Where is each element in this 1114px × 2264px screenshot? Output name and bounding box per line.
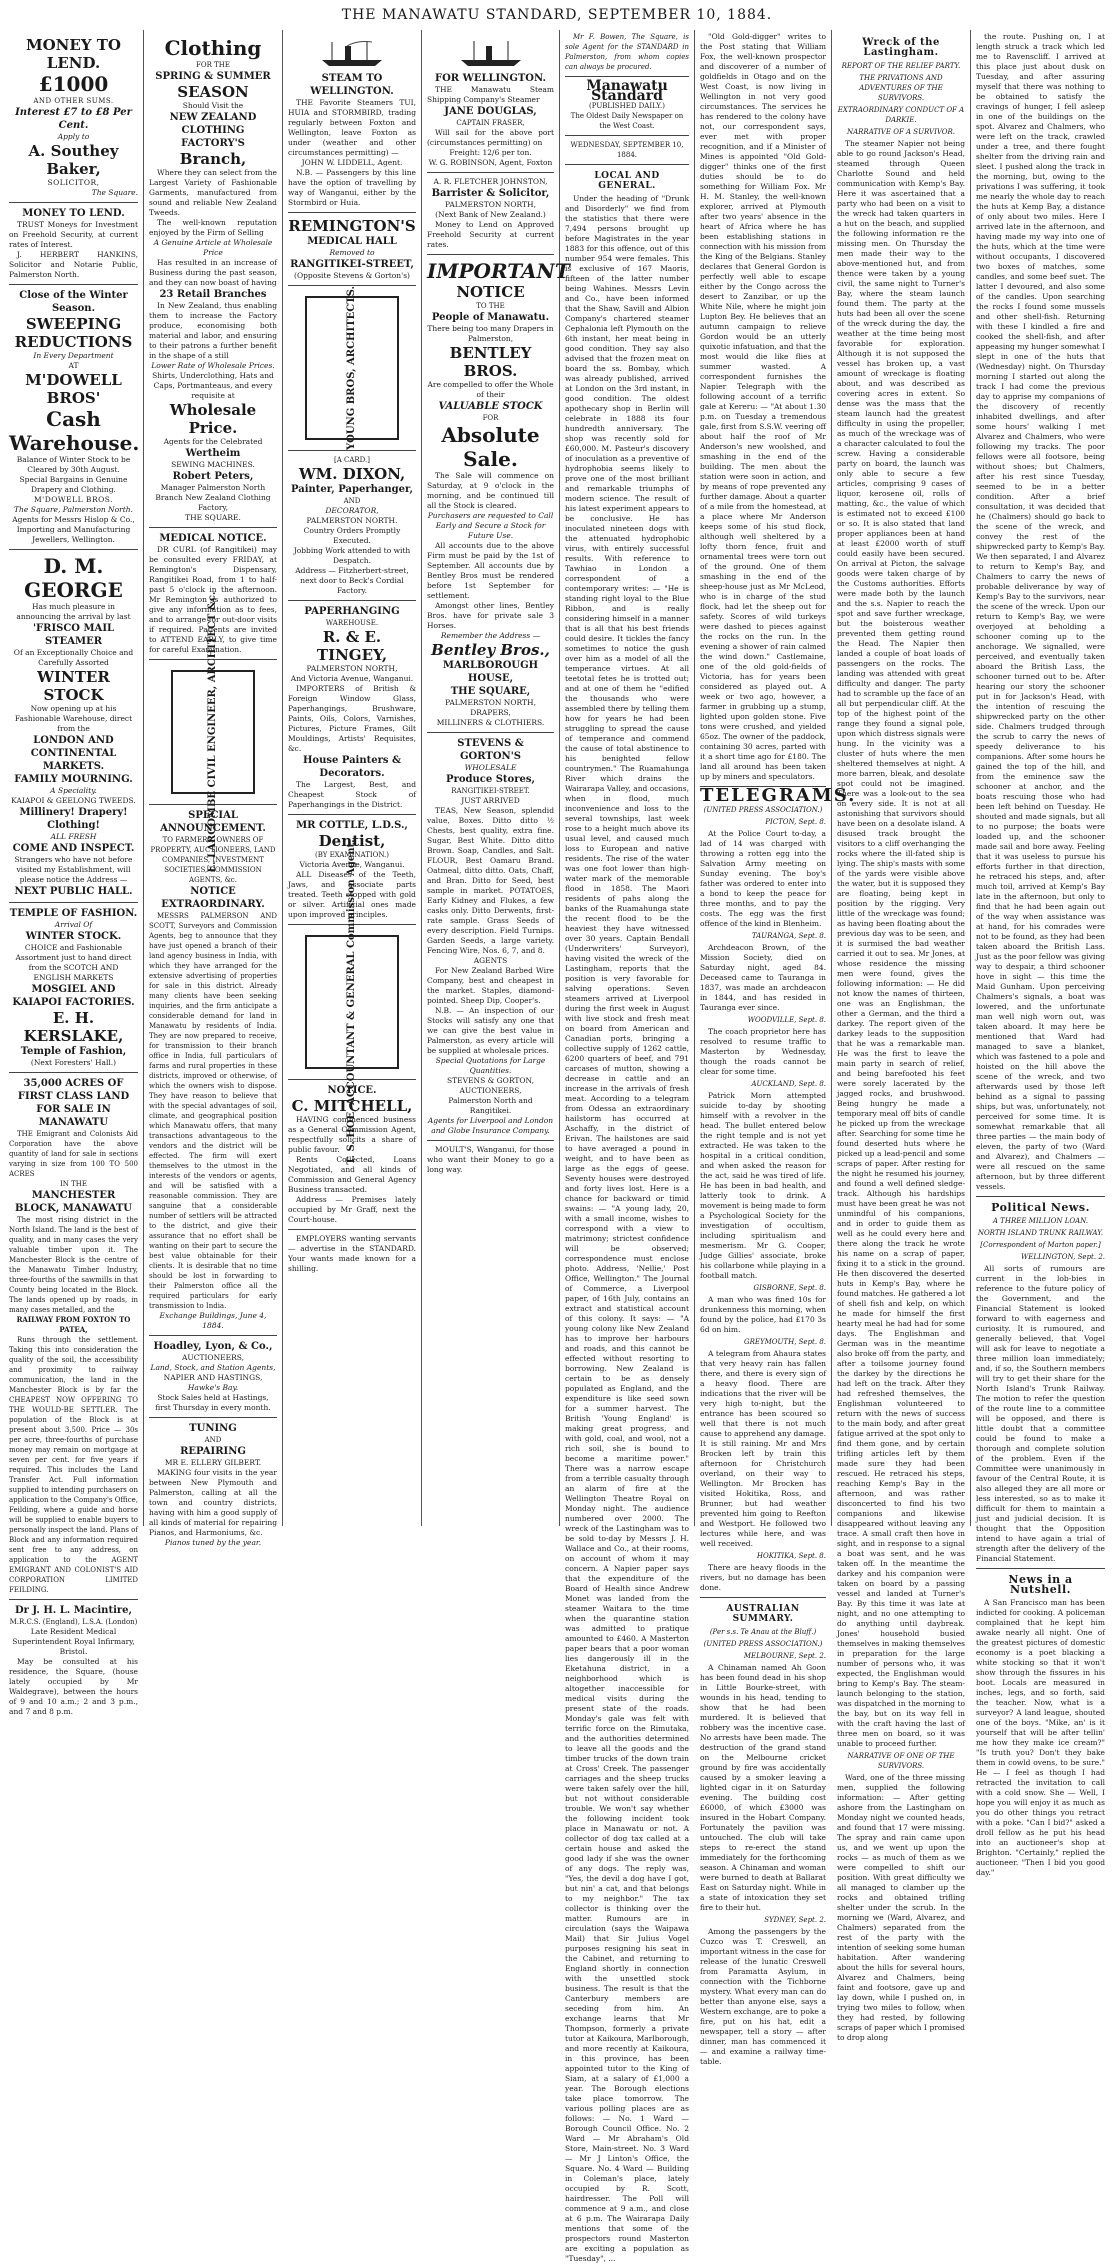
ad-line: AND — [204, 1436, 222, 1444]
ad-line: Agents for the Celebrated — [163, 437, 263, 446]
article-body: Among the passengers by the Cuzco was T. Creswell, an important witness in the case for release of the lunatic Creswell from Paramatta Asylum, in connection with the Tichborne mystery. What every man can do better than anyone else, says a Western exchange, are to poke a fire, put on his hat, edit a newspaper, tell a story — after dinner, man has commenced it — and examine a railway time-table. — [700, 1927, 826, 2066]
ad-line: M'DOWELL BROS. — [34, 495, 113, 504]
ad-line: Millinery! Drapery! Clothing! — [19, 807, 128, 831]
ad-line: People of Manawatu. — [431, 312, 550, 323]
ad-line: PALMERSTON NORTH, — [445, 200, 536, 209]
article-body: Patrick Morn attempted suicide to-day by shooting himself with a revolver in the head. The bullet entered below the right temple and is not yet extracted. He was taken to the hospital in a critical condition, and when asked the reason for the act, said he was tired of life. He has been in bad health, and latterly took to drink. A movement is being made to form a Psychological Society for the investigation of occultism, including spiritualism and mesmerism. Mr G. Cooper, Judge Gillies' associate, broke his collarbone while playing in a football match. — [700, 1091, 826, 1280]
ad-title: MEDICAL NOTICE. — [159, 533, 267, 544]
article-body: "Old Gold-digger" writes to the Post stating that William Fox, the well-known prospector and discoverer of a number of goldfields in Otago and on the West Coast, is now living in Wellington in not very good circumstances. The services he has rendered to the colony have not, our correspondent says, ever met with proper recognition, and if a Minister of Mines is appointed "Old Gold-digger" thinks one of the first duties should be to do something for William Fox. Mr H. M. Stanley, the well-known explorer, arrived at Plymouth after two years' absence in the heart of Africa where he has been establishing stations in connection with his mission from the King of the Belgians. Stanley declares that General Gordon is perfectly well able to escape either by the Congo across the desert to Zanzibar, or up the White Nile, where he might join Lupton Bey. He believes that an autumn campaign to relieve Gordon would be an utterly quixotic infatuation, and that the most would die like flies at summer wasted. A correspondent furnishes the Napier Telegraph with the following account of a terrific gale at Kereru: — "At about 1.30 p.m. on Tuesday a tremendous gale, first from S.S.W. veering off about half the roof of Mr Anderson's new woolshed, and smashing in the end of the building. The men about the station were soon in action, and by means of rope prevented any further damage. About a quarter of a mile from the homestead, at a place where Mr Anderson keeps some of his stud flock, although well sheltered by a lofty thorn fence, fruit and ornamental trees were torn out of the ground. One of them smashing in the end of the sheep-house just as Mr McLeod, who is in charge of the stud flock, had let the sheep out for safety. Scores of wild turkeys were dashed to pieces against the rocks on the run. In the evening a shower of rain calmed the wind down." Castlemaine, one of the old gold-fields of Victoria, has for years been considered as played out. A week or two ago, however, a farmer in grubbing up a stump, lighted upon golden stone. Five tons were crushed, and yielded 65oz. The owner of the paddock, containing 30 acres, parted with it a short time ago for £180. The land all around has been taken up by miners and speculators. — [700, 32, 826, 781]
article-body: A San Francisco man has been indicted for cooking. A policeman complained that he kept him awake nearly all night. One of the greatest pictures of domestic economy is a poet blacking a white stocking so that it won't show through the fissures in his boot. Locals are measured in inches, legs, and so forth, said the teacher. Now, what is a surveyor? A land league, shouted one of the boys. "Mike, an' is it yourself that will be after tellin' me how they make ice cream?" "Is truth you? Don't they bake them in cowld ovens, to be sure." He — I feel as though I had retracted the invitation to call with a cold snow. She — Well, I hope you will enjoy it as much as you do other things you retract with a poke. "Can I bid?" asked a droll fellow as he put his head into an auctioneer's shop at Brighton. "Certainly," replied the auctioneer. "Then I bid you good day." — [976, 1598, 1105, 1877]
ad-young-bros — [288, 286, 416, 451]
article-heading: AUSTRALIAN SUMMARY. — [726, 1604, 800, 1624]
ad-line: Special Bargains in Genuine Drapery and Clothing. — [19, 475, 128, 494]
sub-heading: A THREE MILLION LOAN. — [992, 1217, 1089, 1225]
ad-line: Jobbing Work attended to with Despatch. — [293, 546, 411, 565]
column-6 — [695, 30, 857, 2066]
ad-name: Hoadley, Lyon, & Co., — [153, 1341, 273, 1352]
dateline: GREYMOUTH, Sept. 8. — [744, 1338, 826, 1346]
ad-line: NAPIER AND HASTINGS, — [163, 1373, 263, 1382]
ad-mcdowell — [9, 285, 138, 550]
hoe-text: T. S. HOE, ACCOUNTANT & GENERAL Commission Agent. — [346, 839, 357, 1165]
ad-text: THE Manawatu Steam Shipping Company's Steamer — [427, 85, 554, 104]
dateline: SYDNEY, Sept. 2. — [764, 1916, 826, 1924]
ad-name: M'DOWELL BROS' — [25, 371, 122, 407]
ad-line: Purchasers are requested to Call Early and Secure a Stock for Future Use. — [427, 511, 554, 540]
ad-text: J. HERBERT HANKINS, Solicitor and Notarie Public, Palmerston North. — [9, 250, 138, 279]
ad-line: AUCTIONEERS, — [181, 1353, 244, 1362]
ad-money-to-lend — [9, 32, 138, 203]
ad-line: AGENTS — [473, 956, 508, 965]
ad-moults — [427, 1141, 554, 1179]
young-bros-text: YOUNG BROS, ARCHITECTS. — [346, 286, 357, 450]
article-body: A Chinaman named Ah Goon has been found dead in his shop in Little Bourke-street, with wounds in his head, tending to show that he had been murdered. It is believed that robbery was the incentive case. No arrests have been made. The destruction of the grand stand on the Melbourne cricket ground by fire was accidentally caused by a smoker leaving a lighted cigar in it on Saturday evening. The building cost £6000, of which £3000 was insured in the Hobart Company. Fortunately the pavilion was untouched. The club will take steps to re-erect the stand immediately for the forthcoming season. A Chinaman and woman were burned to death at Ballarat East on Saturday night. While in a state of intoxication they set fire to their hut. — [700, 1663, 826, 1912]
column-8 — [971, 30, 1110, 1877]
article-body: A man who was fined 10s for drunkenness this morning, when found by the police, had £170 3s 6d on him. — [700, 1295, 826, 1334]
ad-line: MARLBOROUGH HOUSE, — [442, 660, 539, 684]
ad-amount: £1000 — [38, 72, 109, 96]
ad-line: THE SQUARE, — [450, 686, 531, 697]
ad-line: The Square, Palmerston North. — [14, 505, 133, 514]
ad-text: HAVING commenced business as a General Commission Agent, respectfully solicits a share of public favour. — [288, 1115, 416, 1154]
article-body: Archdeacon Brown, of the Mission Society, died on Saturday night, aged 84. Deceased came to Tauranga in 1837, was made an archdeacon in 1844, and has resided in Tauranga ever since. — [700, 943, 826, 1012]
ad-line: Manager Palmerston North Branch New Zealand Clothing Factory, — [155, 483, 271, 512]
ad-text: Where they can select from the Largest Variety of Fashionable Garments, manufactured from sound and reliable New Zealand Tweeds. — [149, 168, 277, 217]
ad-name: JOHN W. LIDDELL, Agent. — [301, 158, 403, 167]
sub-heading: (UNITED PRESS ASSOCIATION.) — [703, 1640, 823, 1648]
ad-macintire — [9, 1600, 138, 1721]
ad-text: N.B. — Passengers by this line have the option of travelling by way of Wanganui, either by the Stormbird or Huia. — [288, 168, 416, 207]
column-5 — [560, 30, 695, 2263]
ad-line: JUST ARRIVED — [461, 796, 520, 805]
ad-line: SEWING MACHINES. — [171, 460, 255, 469]
ad-line: RAILWAY FROM FOXTON TO PATEA, — [16, 1315, 131, 1334]
ad-line: RANGITIKEI-STREET, — [290, 259, 414, 270]
ad-line: MILLINERS & CLOTHIERS. — [436, 718, 545, 727]
ad-line: Address — Fitzherbert-street, next door to Beck's Cordial Factory. — [295, 566, 409, 595]
ad-gilbert — [149, 1418, 277, 1552]
ad-title: SPECIAL ANNOUNCEMENT. — [160, 810, 266, 834]
ad-jane-douglas — [427, 32, 554, 173]
ad-text: The well-known reputation enjoyed by the Firm of Selling — [149, 218, 277, 237]
ad-name: C. MITCHELL, — [291, 1097, 413, 1115]
ad-line: Stock Sales held at Hastings, first Thursday in every month. — [155, 1393, 271, 1412]
ad-employers — [288, 1230, 416, 1278]
ad-clothing — [149, 32, 277, 528]
ad-text: All accounts due to the above Firm must be paid by the 1st of September. All accounts due by Bentley Bros must be rendered before 1st September for settlement. — [427, 541, 554, 600]
ad-line: A Speciality. — [50, 786, 97, 795]
ad-text: Rents Collected, Loans Negotiated, and all kinds of Commission and General Agency Business transacted. — [288, 1155, 416, 1194]
ad-text: TRUST Moneys for Investment on Freehold Security, at current rates of Interest. — [9, 220, 138, 249]
column-1 — [4, 30, 144, 1716]
ad-line: Balance of Winter Stock to be Cleared by 30th August. — [16, 455, 131, 474]
ad-headline: Absolute Sale. — [441, 423, 540, 471]
ad-text: May be consulted at his residence, the Square, (house lately occupied by Mr Waldegrave), between the hours of 9 and 10 a.m.; 2 and 3 p.m., and 7 and 8 p.m. — [9, 1657, 138, 1716]
ad-text: Address — Premises lately occupied by Mr Graff, next the Court-house. — [288, 1195, 416, 1224]
dateline: GISBORNE, Sept. 8. — [753, 1284, 826, 1292]
paper-subtitle: (PUBLISHED DAILY.) — [589, 102, 665, 110]
ad-name: R. & E. TINGEY, — [316, 628, 388, 664]
ad-text: MOULT'S, Wanganui, for those who want their Money to go a long way. — [427, 1145, 554, 1174]
ad-line: MANCHESTER BLOCK, MANAWATU — [14, 1190, 132, 1214]
larcombe-text: E. LARCOMBE CIVIL ENGINEER, ARCHITECT &c. — [207, 591, 218, 873]
ad-line: AND OTHER SUMS. — [33, 97, 114, 105]
article-body: There are heavy floods in the rivers, but no damage has been done. — [700, 1563, 826, 1592]
ad-name: D. M. GEORGE — [24, 554, 123, 602]
dateline: MELBOURNE, Sept. 2. — [743, 1652, 826, 1660]
ad-line: W. G. ROBINSON, Agent, Foxton — [428, 158, 553, 167]
paper-date: WEDNESDAY, SEPTEMBER 10, 1884. — [570, 141, 684, 159]
ad-name: MR E. ELLERY GILBERT. — [164, 1458, 262, 1467]
ad-line: House Painters & Decorators. — [302, 755, 402, 779]
ad-line: Lower Rate of Wholesale Prices. — [151, 361, 275, 370]
ad-line: NOTICE — [456, 283, 525, 301]
ad-line: Strangers who have not before visited my Establishment, will please notice the Address — — [14, 855, 133, 884]
sub-heading: [Correspondent of Marton paper.] — [980, 1241, 1101, 1249]
ad-title: MONEY TO LEND. — [22, 208, 125, 219]
ad-name: Robert Peters, — [172, 471, 254, 482]
ad-line: (BY EXAMINATION.) — [314, 851, 390, 859]
ad-text: ALL Diseases of the Teeth, Jaws, and associate parts treated. Teeth stopped with gold or silver. Artificial ones made upon improved principles. — [288, 870, 416, 919]
ad-dixon — [288, 451, 416, 601]
ad-name: JANE DOUGLAS, — [444, 106, 537, 117]
ad-text: Will sail for the above port (circumstances permitting) on — [427, 128, 554, 147]
ad-line: TUNING — [189, 1423, 237, 1434]
ad-line: WAREHOUSE. — [325, 619, 379, 627]
ad-johnston — [427, 173, 554, 255]
sub-heading: (Per s.s. Te Anau at the Bluff.) — [709, 1628, 817, 1636]
ad-line: DRAPERS, — [470, 708, 511, 717]
ad-line: Land, Stock, and Station Agents, — [150, 1363, 276, 1372]
article-heading: News in a Nutshell. — [1008, 1573, 1073, 1596]
ad-line: Freight: 12/6 per ton. — [449, 148, 532, 157]
ad-name: MR COTTLE, L.D.S., — [296, 820, 408, 831]
ad-text: The most rising district in the North Island. The land is the best of quality, and in many cases the very valuable timber upon it. The Manchester Block is the centre of the Manawatu Timber Industry, three-fourths of the sawmills in that County being located in the Block. The lands opened up by roads, in many cases metalled, and the — [9, 1216, 138, 1314]
ad-line: AT — [68, 361, 79, 370]
ad-george — [9, 550, 138, 903]
ad-name: Bentley Bros., — [431, 641, 550, 659]
ad-title: TEMPLE OF FASHION. — [9, 908, 138, 919]
ad-line: The Square. — [91, 188, 138, 197]
ad-line: Country Orders Promptly Executed. — [303, 526, 401, 545]
ad-text: TEAS, New Season, splendid value, Boxes. Ditto ditto ½ Chests, best quality, extra fine. Sugar, Best White. Ditto ditto Brown. Soap, Candles, and Salt. FLOUR, Best Oamaru Brand. Oatmeal, ditto ditto. Oats, Chaff, and Bran. Ditto for Seed, best sample in market. POTATOES, Early Kidney and Flukes, a few casks only. Ditto Derwents, first-rate sample. Grass Seeds of every description. Field Turnips. Garden Seeds, a large variety. Fencing Wire, Nos. 6, 7, and 8. — [427, 806, 554, 955]
ad-text: Money to Lend on Approved Freehold Security at current rates. — [427, 220, 554, 249]
ad-line: NOTICE EXTRAORDINARY. — [161, 886, 265, 910]
ad-name: BENTLEY BROS. — [449, 344, 532, 380]
ad-text: DR CURL (of Rangitikei) may be consulted every FRIDAY, at Remington's Dispensary, Rangitikei Road, from 1 to half-past 5 o'clock in the afternoon. Mr Remington is authorized to give any information as to fees, and to arrange for out-door visits if required. Patients are invited to ATTEND EARLY, to give time for careful Examination. — [149, 545, 277, 654]
column-3 — [283, 30, 422, 1526]
ad-line: Remember the Address — — [440, 631, 541, 640]
ad-text: Runs through the settlement. Taking this into consideration the quality of the soil, the accessibility and proximity to railway communication, the land in the Manchester Block is by far the CHEAPEST NOW OFFERING TO THE WOULD-BE SETTLER. The population of the Block is at present about 3,500. Price — 30s per acre, three-fourths of purchase money may remain on mortgage at seven per cent. for five years if required. This includes the Land Transfer Act. Full information supplied to intending purchasers on application to the Company's Office, Feilding, where a guide and horse will be supplied to enable buyers to personally inspect the land. Plans of Block and any information required sent free to any address, on application to the AGENT EMIGRANT AND COLONIST'S AID CORPORATION LIMITED FEILDING. — [9, 1336, 138, 1594]
ad-line: CHOICE and Fashionable Assortment just to hand direct from the SCOTCH AND ENGLISH MARKETS — [15, 943, 132, 982]
ad-line: SEASON — [177, 83, 249, 101]
sub-heading: THE PRIVATIONS AND ADVENTURES OF THE SURVIVORS. — [859, 74, 943, 102]
ad-headline: WINTER STOCK — [37, 668, 110, 704]
ad-line: Wertheim — [185, 448, 241, 459]
ad-line: LONDON AND CONTINENTAL MARKETS. — [30, 735, 117, 772]
column-7 — [832, 30, 971, 2042]
ad-title: NOTICE. — [327, 1085, 377, 1096]
telegrams-heading: TELEGRAMS. — [700, 785, 857, 806]
ad-line: COME AND INSPECT. — [12, 843, 135, 854]
ad-line: NEXT PUBLIC HALL. — [14, 886, 133, 897]
ad-special-announcement — [149, 805, 277, 1336]
ad-line: WHOLESALE — [464, 763, 517, 772]
ad-line: DECORATOR, — [325, 506, 379, 515]
ad-text: THE Emigrant and Colonists Aid Corporation have the above quantity of land for sale in sections varying in size from 100 TO 500 ACRES — [9, 1130, 138, 1178]
ad-text: MAKING four visits in the year between New Plymouth and Palmerston, calling at all the town and country districts, having with him a good supply of all kinds of material for repairing Pianos, and Harmoniums, &c. — [149, 1468, 277, 1537]
newspaper-page — [4, 30, 1110, 2263]
ad-name: A. R. FLETCHER JOHNSTON, — [433, 177, 548, 186]
ad-line: FOR — [482, 414, 499, 422]
ad-name: E. H. KERSLAKE, — [23, 1009, 124, 1045]
ad-name: WM. DIXON, — [298, 465, 406, 483]
ad-text: In New Zealand, thus enabling them to increase the Factory produce, economising both material and labor, and ensuring to their patrons a further benefit in the shape of a still — [149, 301, 277, 360]
ad-line: PALMERSTON NORTH. — [306, 516, 398, 525]
ad-line: Has much pleasure in announcing the arrival by last — [16, 602, 131, 621]
ad-hoadley — [149, 1336, 277, 1418]
ad-line: FOR THE — [196, 61, 230, 69]
article-body: All sorts of rumours are current in the lob-bies in reference to the future policy of the Government, and the Financial Statement is looked forward to with eagerness and curiosity. It is rumoured, and generally believed, that Vogel will ask for leave to negotiate a three million loan immediately; and, if so, the Southern members will try to get their share for the North Island's Trunk Railway. The motion to refer the question of the route line to a committee will be opposed, and there is little doubt that a committee could be found to make a thorough and complete solution of the problem. Even if the Committee were unanimously in favour of the Central Route, it is also alleged they are all more or less interested, so as to make it difficult for them to maintain a just and judicial decision. It is thought that the Opposition intend to have again a trial of strength after the delivery of the Financial Statement. — [976, 1264, 1105, 1563]
ad-text: THE Favorite Steamers TUI, HUIA and STORMBIRD, trading regularly between Foxton and Wellington, leave Foxton as under (weather and other circumstances permitting) — — [288, 98, 416, 157]
ad-line: SPRING & SUMMER — [155, 71, 271, 82]
ad-line: Produce Stores, — [446, 774, 535, 785]
ad-line: Late Resident Medical Superintendent Royal Infirmary, Bristol. — [12, 1627, 135, 1656]
ad-line: [A CARD.] — [333, 456, 370, 464]
ad-headline: IMPORTANT — [427, 259, 570, 283]
ad-text: Amongst other lines, Bentley Bros. have for private sale 3 Horses. — [427, 601, 554, 630]
ad-line: VALUABLE STOCK — [438, 401, 543, 412]
ad-line: Special Quotations for Large Quantities. — [435, 1056, 546, 1075]
column-2 — [144, 30, 283, 1547]
ad-line: STEVENS & GORTON, AUCTIONEERS, — [447, 1076, 534, 1095]
ad-steam-wellington — [288, 32, 416, 213]
ad-line: CAPTAIN FRASER, — [456, 119, 525, 127]
ad-line: Hawke's Bay. — [187, 1383, 239, 1392]
ad-line: M.R.C.S. (England), L.S.A. (London) — [9, 1618, 138, 1626]
article-body: the route. Pushing on, I at length struck a track which led me to Ravenscliff. I arrived at this place just about dusk on Tuesday, and after assuring myself that there was nothing to be obtained to satisfy the cravings of hunger, I fell asleep in one of the buildings on the spot. Alvarez and Chalmers, who were left on the track, crawled under a tree, and there fought shelter from the driving rain and sleet. I pushed along the track in the morning, but, owing to the privations I was suffering, it took me nearly the whole day to reach the huts at Kemp Bay, a distance of only about two miles. Here I arrived late in the afternoon, and having made my way into one of the huts, which at the time were without occupants, I discovered two boxes of matches, some candles, and some beef suet. The latter I devoured, and also some of the candles. Upon searching the rocks I found some mussels and other shell-fish. Returning with these I kindled a fire and cooked the shell-fish, and after appeasing my hunger somewhat I slept in one of the huts that (Wednesday) night. On Thursday morning I started out along the track I had come the previous day to apprise my companions of the discovery of recently inhabited dwellings, and after some hours' walking I met Alvarez and Chalmers, who were following my tracks. The poor fellows were all footsore, being without shoes; but Chalmers, after his rest since Tuesday, seemed to be in a better condition. After a brief consultation, it was decided that he (Chalmers) should go back to the scene of the wreck, and convey the rest of the shipwrecked party to Kemp's Bay. We then separated, I and Alvarez to return to Kemp's Bay, and Chalmers to carry the news of probable deliverance by way of Kemp's Bay to the survivors, near the scene of the wreck. Upon our return to Kemp's Bay, we were overjoyed at beholding a schooner coming up to the anchorage. We signalled, were perceived, and eventually taken aboard the British Lass, the schooner turned out to be. After hearing our story the schooner put in for Jackson's Head, with the intention of rescuing the shipwrecked party on the other side. Chalmers trudged through the scrub to carry the news of speedy deliverance to his companions. After some hours he gained the top of the hill, and from the eminence saw the schooner at anchor, and the boats rescuing those who had been left behind on Tuesday. He shouted and made signals, but all to no purpose; the boats were loaded up, and the schooner made sail and bore away. Feeling that it was useless to pursue his efforts further in that direction, he retraced his steps, and, after much toil, arrived at Kemp's Bay late in the afternoon, but only to find that he had been again out of the way when assistance was at hand, for his comrades were not to be found, as they had been taken aboard the British Lass. Just as the poor fellow was giving way to despair, a third schooner hove in sight — this time the Maid Gunham. Upon perceiving Chalmers's signals, a boat was lowered, and the unfortunate man well nigh worn out, was taken aboard. It may here be mentioned that Ward had managed to save a blanket, which was fastened to a pole and hoisted on the hill above the scene of the wreck, and two afterwards used by those left behind as a signal to passing ships, but was, unfortunately, not perceived for some time. It is somewhat remarkable that all three parties — the main body of eleven, the party of two (Ward and Alvarez), and Chalmers — were all rescued on the same afternoon, but by three different vessels. — [976, 32, 1105, 1191]
ad-line: Agents for Liverpool and London and Globe Insurance Company. — [427, 1116, 554, 1135]
article-body: A telegram from Ahaura states that very heavy rain has fallen there, and there is every sign of a heavy flood. There are indications that the river will be very high to-night, but the entrance has been scoured so well that there is not much cause to apprehend any damage. It is still raining. Mr and Mrs Brocken left by train this afternoon for Christchurch overland, on their way to Wellington. Mr Brocken has visited Hokitika, Ross, and Brunner, but had weather prevented him going to Reefton and Westport. He followed two lectures while here, and was well received. — [700, 1349, 826, 1548]
article-body: Ward, one of the three missing men, supplied the following information: — After getting ashore from the Lastingham on Monday night we counted heads, and found that 17 were missing. The spray and rain came upon us, and we went up upon the rocks — as much of them as we were compelled to shift our position. With great difficulty we all managed to clamber up the rocks and obtained trifling shelter under the scrub. In the morning we (Ward, Alvarez, and Chalmers) separated from the rest of the party with the intention of seeking some human habitation. After wandering about the hills for several hours, Alvarez and Chalmers, being faint and footsore, gave up and lay down, while I pushed on, in trying two miles to follow, when they had rested, by following scraps of paper which I promised to drop along — [837, 1773, 965, 2042]
ad-line: Branch, — [179, 150, 247, 168]
ad-text: Has resulted in an increase of Business during the past season, and they can now boast of having — [149, 258, 277, 287]
ad-line: (Next Foresters' Hall.) — [30, 1058, 117, 1067]
ad-line: Are compelled to offer the Whole of their — [427, 380, 554, 399]
article-body: At the Police Court to-day, a lad of 14 was charged with throwing a rotten egg into the Salvation Army meeting on Sunday evening. The boy's father was ordered to enter into a bond to keep the peace for three months, and to pay the costs. The egg was the first offence of the kind in Blenheim. — [700, 829, 826, 928]
steamship-icon — [456, 38, 526, 70]
ad-name: STEVENS & GORTON'S — [457, 738, 524, 762]
ad-remington — [288, 213, 416, 286]
article-body: The coach proprietor here has resolved to resume traffic to Masterton by Wednesday, though the roads cannot be clear for some time. — [700, 1027, 826, 1076]
ad-line: Should Visit the — [182, 101, 244, 110]
ad-text: For New Zealand Barbed Wire Company, best and cheapest in the market. Staples, diamond-pointed. Sheep Dip, Cooper's. — [427, 966, 554, 1005]
ad-line: Agents for Messrs Hislop & Co., Importing and Manufacturing Jewellers, Wellington. — [12, 515, 135, 544]
ad-text: MESSRS PALMERSON AND SCOTT, Surveyors and Commission Agents, beg to announce that they have just opened a branch of their land agency business in India, with which they have arranged for the extensive advertising of properties for sale in this district. Already many clients have been seeking inquiries, and the firm anticipate a considerable demand for land in Manawatu by residents of India. They are now prepared to receive, for transmission to their branch office in India, full particulars of farms and rural properties in these districts, improved or otherwise, of which the owners wish to dispose. They have reason to believe that with the special advantages of soil, climate, and geographical position which Manawatu offers, that many transactions advantageous to the vendors and the district will be effected. The firm will exert themselves to the utmost in the interests of the vendors or agents, and will be satisfied with a reasonable commission. They are sanguine that a considerable number of settlers will be attracted to the district, and give their assurance that no effort shall be wanting on their part to secure the best value obtainable for their clients. It is desirable that no time should be lost in forwarding to their Palmerston office all the required particulars for early transmission to India. — [149, 912, 277, 1310]
ad-line: THE SQUARE. — [185, 513, 241, 522]
ad-title: Clothing — [164, 36, 262, 60]
ad-title: 35,000 ACRES OF FIRST CLASS LAND FOR SALE IN MANAWATU — [17, 1078, 130, 1128]
ad-line: PALMERSTON NORTH, — [306, 664, 398, 673]
ad-line: ALL FRESH — [50, 832, 97, 841]
article-body: The steamer Napier not being able to go round Jackson's Head, steamed through Queen Charlotte Sound and held communication with Kemp's Bay. Here it was ascertained that a party who had been on a visit to the wreck had taken quarters in a hut on the beach, and supplied the following information re the missing men. On Thursday the men made their way to the above-mentioned hut, and from thence were taken by a young civil, the same night to Turner's Bay, where the steam launch found them. The party at the huts had been all over the scene of the wreck during the day, the weather at the time being most favorable for exploration. Although it is not supposed the vessel has broken up, a vast amount of wreckage is floating about, and was described as covering acres in extent. So dense was the mass that the steam launch had the greatest difficulty in using the propeller, as much of the wreckage was of a character calculated to foul the screw. Having a considerable party on board, the launch was only able to secure a few articles, comprising 9 cases of liquor, kerosene oil, rolls of matting, &c., the value of which is estimated not to exceed £100 or so. It is also stated that land proper appliances been at hand at least £2000 worth of stuff could easily have been secured. On arrival at Picton, the salvage goods were taken charge of by the Customs authorities. Efforts were made both by the launch and the s.s. Napier to reach the spot and save further wreckage, but the boisterous weather prevented them getting round the Head. The Napier then landed a couple of boat loads of passengers on the rocks. The landing was attended with great difficulty and danger. The party had to scramble up the face of an all but perpendicular cliff. At the top of the highest point of the range they found a signal pole, upon which distress signals were hung. In the vicinity was a cluster of huts where the men sheltered themselves at night. A more barren, bleak, and desolate spot could not be imagined. There was a look-out to the sea on every side. It is not at all astonishing that survivors should have been on a desolate island. A disused track brought the visitors to a cliff overhanging the rocks where the ill-fated ship is lying. The ship's masts with some of the yards were visible above the water, but it is supposed they are floating, being kept in position by the rigging. Very little of the wreckage was found; as having been floating about the previous day was to be seen, and it is surmised the bad weather carried it out to sea. Mr Jones, at whose residence the missing men were found, gives the following information: — He did not know the names of thirteen, one was an Englishman, the other a German, and the third a darkey. The report given of the darkey leads to the supposition that he was a remarkable man. He was the first to leave the main party in search of relief, and being barefooted his feet were sorely lacerated by the jagged rocks, and brushwood. Being hungry he made a temporary meal off bits of candle he picked up from the wreckage after. Searching for some time he found deserted huts where he picked up a lead-pencil and some scraps of paper. After resting for the night he resumed his journey, and found a well defined sledge-track. Although his hardships must have been great he was not unmindful of his companions, and in order to guide them as well as he could every here and there along the track he wrote his name on a scrap of paper, fixing it to a stick in the ground. He then discovered the deserted huts in Kemp's Bay, where he found matches. He gathered a lot of shell fish and kelp, on which he made for himself the first hearty meal he had had for some days. The Englishman and German was in the meantime also broke off from the party, and after a toilsome journey found the darkey by the directions he had left on the track. After they had refreshed themselves, the Englishman volunteered to return with the news of success to the main body, and after great fatigue arrived at the spot only to find them gone, and by certain trifling articles left by them made sure they had been rescued. He retraced his steps, reaching Kemp's Bay in the afternoon, and was rather disconcerted to find his two companions and likewise disappeared without leaving any trace. A small craft then hove in sight, and in response to a signal a boat was sent, and he was taken off. In the meantime the darkey and his companion were taken on board by a passing vessel and landed at Turner's Bay. By this time it was late at night, and no one attempting to do anything until daybreak. Jones' household busied themselves in making themselves in preparation for the large number of persons who, it was expected, the Englishman would bring to Kemp's Bay. The steam-launch belonging to the station, was dispatched in the morning to the bay, but on its way fell in with the craft having the last of three men on board, so it was unable to proceed further. — [837, 139, 966, 1748]
ad-line: FAMILY MOURNING. — [14, 774, 133, 785]
dateline: PICTON, Sept. 8. — [765, 818, 826, 826]
ad-title: Close of the Winter Season. — [19, 290, 128, 314]
masthead: THE MANAWATU STANDARD, SEPTEMBER 10, 1884. — [341, 7, 773, 23]
ad-line: IN THE — [60, 1180, 87, 1188]
ad-line: SOLICITOR, — [47, 178, 100, 187]
ad-stevens-gorton — [427, 733, 554, 1141]
ad-line: WINTER STOCK. — [25, 931, 122, 942]
ad-line: Of an Exceptionally Choice and Carefully Assorted — [13, 648, 134, 667]
ad-line: Shirts, Underclothing, Hats and Caps, Portmanteaus, and every requisite at — [152, 371, 274, 400]
ad-line: MEDICAL HALL — [307, 236, 397, 247]
ad-headline: Cash Warehouse. — [9, 407, 140, 455]
ad-line: Painter, Paperhanger, — [290, 484, 414, 495]
ad-line: PALMERSTON NORTH, — [445, 698, 536, 707]
ad-kerslake — [9, 903, 138, 1073]
ad-line: KAIAPOI & GEELONG TWEEDS. — [11, 796, 136, 805]
sub-heading: (UNITED PRESS ASSOCIATION.) — [703, 806, 823, 814]
ad-line: There being too many Drapers in Palmerston, — [427, 324, 554, 343]
ad-headline: SWEEPING REDUCTIONS — [14, 315, 133, 351]
ad-line: (Next Bank of New Zealand.) — [435, 210, 546, 219]
sub-heading: NARRATIVE OF A SURVIVOR. — [846, 128, 956, 136]
ad-line: In Every Department — [33, 351, 114, 360]
ad-title: PAPERHANGING — [304, 606, 400, 617]
ad-name: Dr J. H. L. Macintire, — [15, 1605, 132, 1616]
ad-line: Victoria Avenue, Wanganui. — [299, 860, 405, 869]
ad-line: Interest £7 to £8 Per Cent. — [15, 107, 132, 131]
ad-line: (Opposite Stevens & Gorton's) — [294, 271, 410, 280]
ad-line: And Victoria Avenue, Wanganui. — [290, 674, 414, 683]
sub-heading: NARRATIVE OF ONE OF THE SURVIVORS. — [847, 1752, 955, 1770]
ad-line: Now opening up at his Fashionable Warehouse, direct from the — [14, 704, 133, 733]
column-4 — [422, 30, 570, 1526]
steamship-icon — [317, 38, 387, 70]
ad-text: The Sale will commence on Saturday, at 9 o'clock in the morning, and be continued till all the Stock is cleared. — [427, 471, 554, 510]
ad-line: Dentist, — [318, 832, 386, 850]
agent-notice: Mr F. Bowen, The Square, is sole Agent for the STANDARD in Palmerston, from whom copies can always be procured. — [565, 33, 689, 71]
ad-line: Pianos tuned by the year. — [164, 1538, 262, 1547]
dateline: HOKITIKA, Sept. 8. — [756, 1552, 826, 1560]
ad-line: Apply to — [57, 132, 90, 141]
ad-line: CLOTHING FACTORY'S — [181, 125, 245, 149]
ad-line: Palmerston North and Rangitikei. — [448, 1096, 533, 1115]
ad-line: 'FRISCO MAIL STEAMER — [32, 623, 115, 647]
ad-money-to-lend-2 — [9, 203, 138, 285]
dateline: WELLINGTON, Sept. 2. — [1021, 1253, 1105, 1261]
dateline: TAURANGA, Sept. 8. — [751, 932, 826, 940]
dateline: WOODVILLE, Sept. 8. — [747, 1016, 826, 1024]
sub-heading: NORTH ISLAND TRUNK RAILWAY. — [977, 1229, 1104, 1237]
dateline: AUCKLAND, Sept. 8. — [751, 1080, 826, 1088]
ad-title: STEAM TO WELLINGTON. — [310, 73, 394, 97]
ad-line: Removed to — [329, 248, 375, 257]
paper-title: Manawatu Standard — [586, 78, 668, 104]
article-heading: LOCAL AND GENERAL. — [594, 171, 660, 191]
ad-title: FOR WELLINGTON. — [434, 73, 546, 84]
ad-bentley — [427, 255, 570, 733]
ad-line: RANGITIKEI-STREET. — [451, 787, 530, 795]
ad-text: IMPORTERS of British & Foreign Window Glass, Paperhangings, Brushware, Paints, Oils, Colors, Varnishes, Pictures, Picture Frames, Gilt Mouldings, Artists' Requisites, &c. — [288, 684, 416, 753]
ad-line: A Genuine Article at Wholesale Price — [153, 238, 273, 257]
sub-heading: REPORT OF THE RELIEF PARTY. — [841, 62, 961, 70]
ad-tingey — [288, 601, 416, 815]
ad-text: The Largest, Best, and Cheapest Stock of Paperhangings in the District. — [288, 780, 416, 809]
ad-name: REMINGTON'S — [288, 217, 416, 235]
sub-heading: EXTRAORDINARY CONDUCT OF A DARKIE. — [837, 106, 965, 124]
young-bros-card — [305, 286, 399, 450]
ad-name: A. Southey Baker, — [28, 142, 119, 178]
ad-line: Arrival Of — [54, 920, 93, 929]
ad-line: REPAIRING — [180, 1446, 246, 1457]
ad-line: TO THE — [476, 302, 505, 310]
ad-line: Temple of Fashion, — [20, 1046, 127, 1057]
ad-title: MONEY TO LEND. — [26, 36, 121, 72]
ad-line: Exchange Buildings, June 4, 1884. — [159, 1311, 267, 1330]
article-body: Under the heading of "Drunk and Disorderly" we find from the statistics that there were 7,494 persons brought up before Magistrates in the year 1883 for this offence, out of this number 954 were females. This is exclusive of 167 Maoris, fifteen of the latter number being Wahines. Messrs Levin and Co., have been informed that the Shaw, Savill and Albion Company's chartered steamer Cephalonia left Plymouth on the 6th instant, her meat being in good condition. They say also advised that the frozen meat on board the ss. Bombay, which was already published, arrived at London on the 3rd instant, in good condition. The oldest apothecary shop in Berlin will celebrate in 1888 its four hundredth anniversary. The shop was recently sold for £60,000. M. Pasteur's discovery of inoculation as a preventive of hydrophobia seems likely to prove one of the most brilliant and remarkable triumphs of modern science. The result of his latest experiment appears to be conclusive. He has inoculated nineteen dogs with the attenuated hydrophobic virus, with entirely successful results. With reference to Tawhiao in London a correspondent of a contemporary writes: — "He is standing right loyal to the Blue Ribbon, and is really considering himself in a manner that is all that his best friends could desire. It tickles the fancy sometimes to notice the gush over him as a model of all the temperance virtues. At all teetotal fetes he is trotted out; and at one of them he "edified the thousands who were assembled there by telling them how for years he had been struggling to spread the cause of temperance and commend the cause of total abstinence to his benighted fellow countrymen." The Ruamahunga River which drains the Wairarapa Valley, and occasions, when in flood, much inconvenience and loss to the several townships, last week rose to a height much above its usual level, and caused much loss to European and native residents. The rise of the water was one foot lower than high-water mark of the memorable flood in 1858. The Maori residents of pahs along the banks of the Ruamahunga state the recent flood to be the heaviest they have witnessed over 30 years. Captain Bendall (Underwriters' Surveyor), having visited the wreck of the Lastingham, reports that the position is very favorable for salving operations. Seven steamers arrived at Liverpool during the first week in August with live stock and fresh meat on board from American and Canadian ports, bringing a collective supply of 1262 cattle, 6200 quarters of beef, and 791 carcases of mutton, showing a decrease in cattle and an increase in the arrivals of fresh meat. According to a telegram from Odessa an extraordinary hailstorm has occurred at Aschaffy, in the district of Erivan. The hailstones are said to have averaged a pound in weight, and to have been as large as the eggs of geese. Seventy houses were destroyed and forty lives lost. Here is a chance for backward or timid swains: — "A young lady, 20, with a small income, wishes to correspond with a view to matrimony; strictest confidence will be observed; correspondence must enclose photo. Address, 'Nellie,' Post Office, Wellington." The Journal of Commerce, a Liverpool paper, of 16th July, contains an extract and statistical account of this colony. It says: — "A young colony like New Zealand has to improve her harbours and roads, and this cannot be effected without resorting to borrowing. New Zealand is certain to be as densely populated as England, and the expenditure is like seed sown for a summer harvest. The British 'Young England' is making great progress, and with gold, coal, and wool, not a rich soil, she is bound to become a maritime power." There was a narrow escape from a terrible casualty through an alarm of fire at the Wellington Theatre Royal on Monday night. The audience numbered over 2000. The wreck of the Lastingham was to be sold to-day by Messrs J. H. Wallace and Co., at their rooms, on account of whom it may concern. A Napier paper says that the expenditure of the Board of Health since Andrew Monet was landed from the steamer Waitara to the time when the quarantine station was admitted to pratique amounted to £460. A Masterton paper bears that a poor woman lies dangerously ill in the Eketahuna district, in a neighborhood which is altogether inaccessible for medical visits during the present state of the roads. Monday's gale was felt with terrific force on the Rimutaka, and the authorities determined to leave all the goods and the timber trucks of the down train at Cross' Creek. The passenger carriages and the sheep trucks were taken safely over the hill, but not without considerable trouble. We won't say whether the following incident took place in Manawatu or not. A collector of dog tax called at a certain house and asked the good lady if she was the owner of any dogs. The reply was, "Yes, the devil a dog have I got, but nin' a cat, and that belongs to my neighbor." The tax collector is thinking over the matter. Rumours are in circulation (says the Waipawa Mail) that Sir Julius Vogel purposes resigning his seat in the Cabinet, and returning to England shortly in connection with the unsettled stock business. The result is that the Canterbury members are seceding from him. An exchange learns that Mr Thompson, formerly a private tutor at Kaikoura, Marlborough, and more recently at Kaikoura, in this province, has been appointed tutor to the King of Siam, at a salary of £1,000 a year. The Borough elections take place tomorrow. The various polling places are as follows: — No. 1 Ward — Borough Council Office. No. 2 Ward — Mr Abraham's Old Store, Main-street. No. 3 Ward — Mr J Linton's Office, the Square. No. 4 Ward — Building in Coleman's place, lately occupied by R. Scott, hairdresser. The Poll will commence at 9 a.m., and close at 6 p.m. The Wairarapa Daily mentions that some of the prospectors round Masterton are exciting a population as "Tuesday", ... — [565, 194, 689, 2263]
ad-land-sale — [9, 1073, 138, 1600]
ad-line: AND — [343, 497, 361, 505]
paper-tagline: The Oldest Daily Newspaper on the West Coast. — [570, 112, 684, 130]
ad-line: Wholesale Price. — [169, 401, 257, 437]
ad-line: Barrister & Solicitor, — [431, 188, 550, 199]
ad-text: EMPLOYERS wanting servants — advertise in the STANDARD. Your wants made known for a shilling. — [288, 1234, 416, 1273]
ad-text: N.B. — An inspection of our Stocks will satisfy any one that we can give the best value in Palmerston, as every article will be supplied at wholesale prices. — [427, 1006, 554, 1055]
ad-line: NEW ZEALAND — [169, 112, 257, 123]
ad-line: 23 Retail Branches — [159, 289, 267, 300]
ad-line: TO FARMERS, OWNERS OF PROPERTY, AUCTIONEERS, LAND COMPANIES, INVESTMENT SOCIETIES, COMMISSION AGENTS, &c. — [150, 836, 276, 884]
ad-line: MOSGIEL AND KAIAPOI FACTORIES. — [12, 984, 135, 1008]
article-heading: Political News. — [991, 1201, 1090, 1214]
article-heading: Wreck of the Lastingham. — [862, 37, 940, 58]
